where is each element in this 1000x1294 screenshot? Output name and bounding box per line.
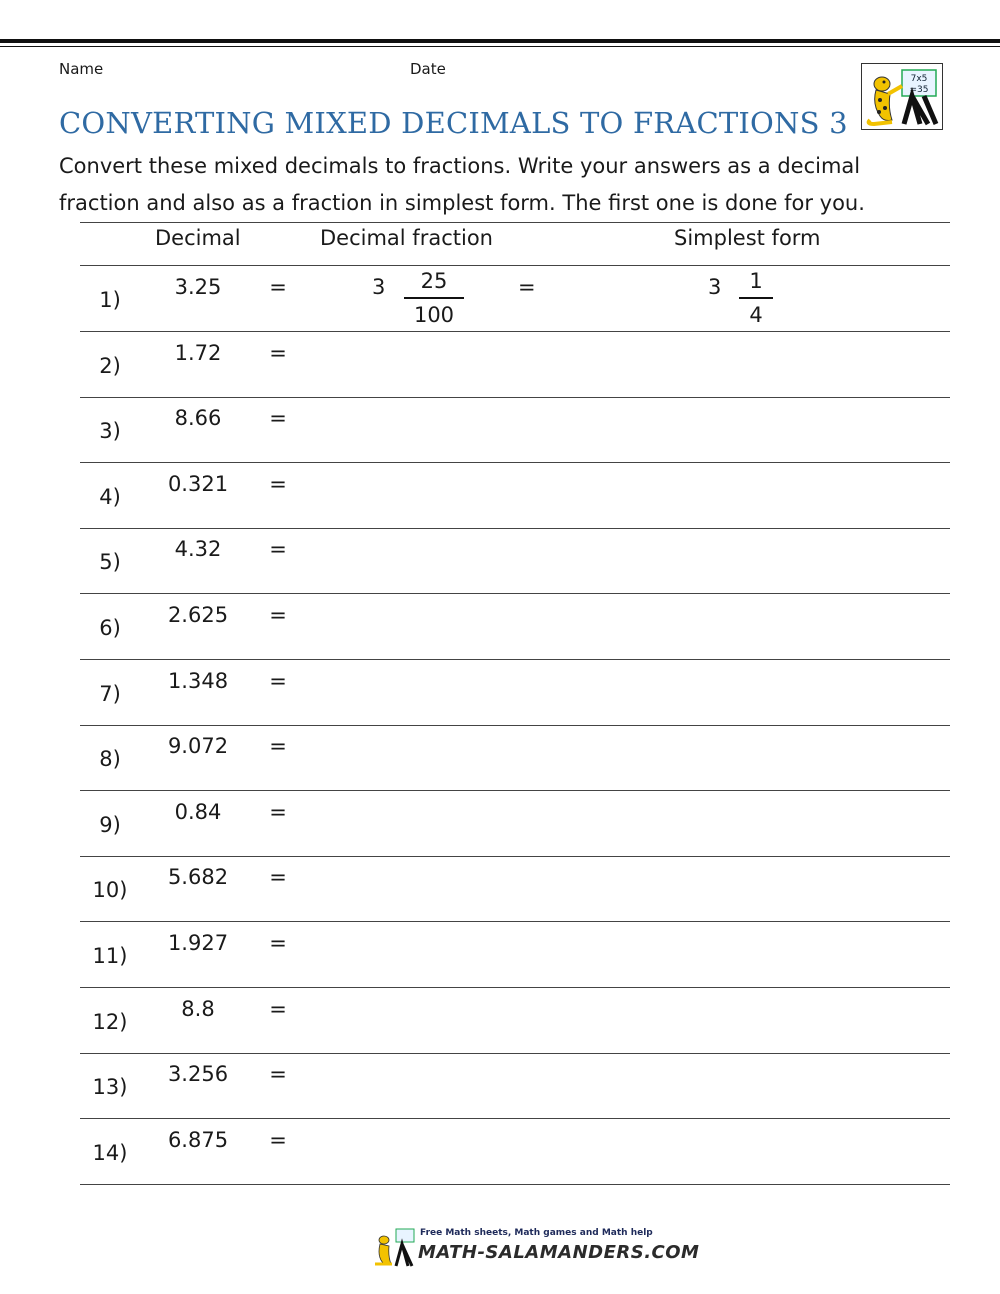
question-number: 10) — [92, 878, 128, 903]
footer-brand — [372, 1228, 700, 1268]
question-number: 4) — [99, 484, 121, 509]
equals-sign: = — [269, 734, 287, 759]
col-header-simplest-form: Simplest form — [674, 226, 821, 250]
equals-sign: = — [269, 406, 287, 431]
question-row — [0, 856, 1000, 922]
date-label: Date — [410, 60, 446, 78]
equals-sign: = — [269, 668, 287, 693]
logo-board-text-1: 7x5 — [910, 74, 928, 84]
equals-sign: = — [269, 931, 287, 955]
equals-sign: = — [269, 799, 287, 824]
equals-sign: = — [269, 1062, 287, 1087]
equals-sign: = — [269, 603, 287, 627]
example-simplest-whole: 3 — [708, 275, 722, 299]
decimal-value: 6.875 — [167, 1127, 229, 1152]
question-number: 3) — [99, 419, 121, 444]
decimal-value: 1.927 — [167, 931, 229, 955]
question-number: 6) — [99, 616, 121, 640]
page-title: CONVERTING MIXED DECIMALS TO FRACTIONS 3 — [59, 106, 848, 140]
equals-sign: = — [269, 865, 287, 890]
instructions: Convert these mixed decimals to fractions. Write your answers as a decimal fraction and also as a fraction in simplest form. The first one is done for you. — [59, 154, 865, 215]
decimal-value: 8.66 — [174, 406, 222, 431]
decimal-value: 1.72 — [174, 340, 222, 365]
equals-sign: = — [269, 996, 287, 1021]
equals-sign: = — [269, 471, 287, 496]
example-decimal-fraction-whole: 3 — [372, 275, 386, 299]
equals-sign: = — [269, 275, 287, 299]
decimal-value: 3.256 — [167, 1062, 229, 1087]
question-row — [0, 1053, 1000, 1119]
equals-sign: = — [269, 1127, 287, 1152]
fraction-denominator: 4 — [749, 303, 763, 327]
question-row — [0, 725, 1000, 791]
footer-tagline: Free Math sheets, Math games and Math help — [420, 1228, 653, 1238]
question-row — [0, 594, 1000, 660]
question-number: 13) — [92, 1075, 128, 1100]
question-number: 9) — [99, 812, 121, 837]
example-simplest-fraction — [739, 268, 773, 328]
question-number: 1) — [99, 288, 121, 312]
question-number: 11) — [92, 944, 128, 968]
question-number: 2) — [99, 353, 121, 378]
top-border-thick — [0, 39, 1000, 43]
example-equals-sign: = — [518, 275, 536, 299]
decimal-value: 4.32 — [174, 537, 222, 562]
row-rule — [80, 1184, 950, 1185]
question-row — [0, 528, 1000, 594]
decimal-value: 9.072 — [167, 734, 229, 759]
col-header-decimal-fraction: Decimal fraction — [320, 226, 493, 250]
question-row — [0, 266, 1000, 332]
salamander-logo — [861, 63, 943, 130]
question-row — [0, 791, 1000, 857]
logo-board-text-2: =35 — [909, 85, 929, 95]
decimal-value: 2.625 — [167, 603, 229, 627]
fraction-numerator: 25 — [420, 269, 448, 293]
question-number: 12) — [92, 1009, 128, 1034]
decimal-value: 0.321 — [167, 471, 229, 496]
decimal-value: 5.682 — [167, 865, 229, 890]
equals-sign: = — [269, 340, 287, 365]
example-decimal-fraction — [404, 268, 464, 328]
decimal-value: 1.348 — [167, 668, 229, 693]
question-row — [0, 660, 1000, 726]
top-border-thin — [0, 46, 1000, 47]
table-top-rule — [80, 222, 950, 223]
col-header-decimal: Decimal — [155, 226, 241, 250]
question-row — [0, 988, 1000, 1054]
fraction-numerator: 1 — [749, 269, 763, 293]
question-number: 14) — [92, 1140, 128, 1165]
question-row — [0, 332, 1000, 398]
decimal-value: 0.84 — [174, 799, 222, 824]
fraction-denominator: 100 — [413, 303, 455, 327]
footer-site: MATH-SALAMANDERS.COM — [418, 1242, 700, 1263]
name-label: Name — [59, 60, 104, 78]
question-number: 7) — [99, 681, 121, 706]
fraction-bar — [739, 297, 773, 299]
decimal-value: 8.8 — [181, 996, 215, 1021]
decimal-value: 3.25 — [174, 275, 222, 299]
equals-sign: = — [269, 537, 287, 562]
question-row — [0, 397, 1000, 463]
question-row — [0, 463, 1000, 529]
fraction-bar — [404, 297, 464, 299]
question-number: 8) — [99, 747, 121, 772]
question-number: 5) — [99, 550, 121, 575]
question-row — [0, 1119, 1000, 1185]
question-row — [0, 922, 1000, 988]
